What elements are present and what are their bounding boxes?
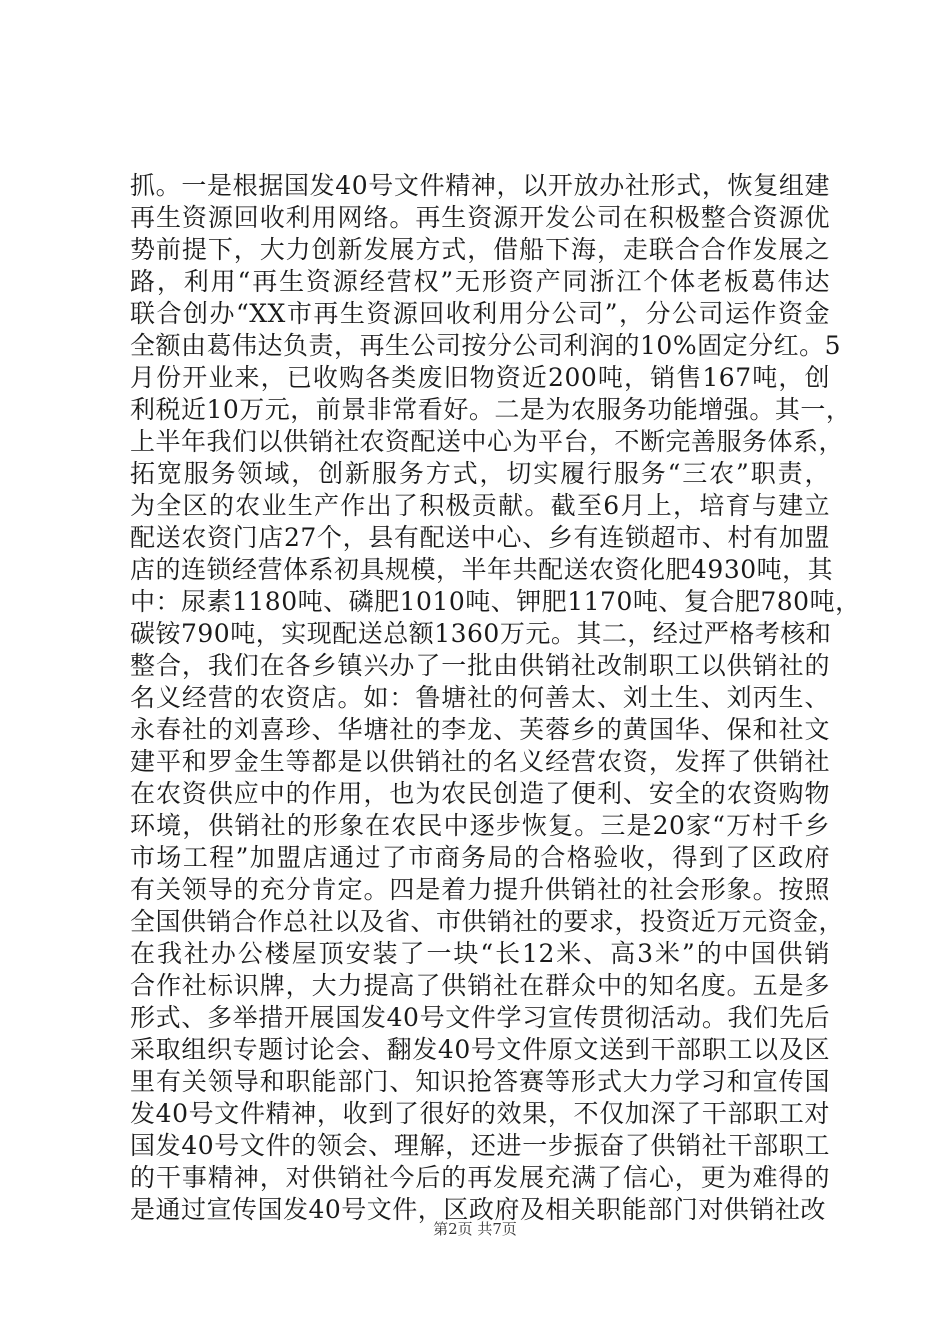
text-line: 中：尿素1180吨、磷肥1010吨、钾肥1170吨、复合肥780吨， bbox=[130, 587, 861, 616]
text-line: 是通过宣传国发40号文件，区政府及相关职能部门对供销社改 bbox=[130, 1195, 826, 1224]
text-line: 发40号文件精神，收到了很好的效果，不仅加深了干部职工对 bbox=[130, 1099, 830, 1128]
text-line: 市场工程”加盟店通过了市商务局的合格验收，得到了区政府 bbox=[130, 843, 830, 872]
text-line: 在农资供应中的作用，也为农民创造了便利、安全的农资购物 bbox=[130, 779, 830, 808]
text-line: 为全区的农业生产作出了积极贡献。截至6月上，培育与建立 bbox=[130, 491, 830, 520]
text-line: 环境，供销社的形象在农民中逐步恢复。三是20家“万村千乡 bbox=[130, 811, 830, 840]
text-line: 名义经营的农资店。如：鲁塘社的何善太、刘土生、刘丙生、 bbox=[130, 683, 830, 712]
text-line: 拓宽服务领域，创新服务方式，切实履行服务“三农”职责， bbox=[130, 459, 830, 488]
text-line: 利税近10万元，前景非常看好。二是为农服务功能增强。其一， bbox=[130, 395, 852, 424]
text-line: 路，利用“再生资源经营权”无形资产同浙江个体老板葛伟达 bbox=[130, 267, 830, 296]
document-body bbox=[130, 170, 861, 1226]
text-line: 上半年我们以供销社农资配送中心为平台，不断完善服务体系， bbox=[130, 427, 845, 456]
text-line: 永春社的刘喜珍、华塘社的李龙、芙蓉乡的黄国华、保和社文 bbox=[130, 715, 830, 744]
text-line: 抓。一是根据国发40号文件精神，以开放办社形式，恢复组建 bbox=[130, 171, 830, 200]
text-line: 的干事精神，对供销社今后的再发展充满了信心，更为难得的 bbox=[130, 1163, 830, 1192]
text-line: 全国供销合作总社以及省、市供销社的要求，投资近万元资金， bbox=[130, 907, 845, 936]
text-line: 建平和罗金生等都是以供销社的名义经营农资，发挥了供销社 bbox=[130, 747, 830, 776]
text-line: 在我社办公楼屋顶安装了一块“长12米、高3米”的中国供销 bbox=[130, 939, 830, 968]
text-line: 势前提下，大力创新发展方式，借船下海，走联合合作发展之 bbox=[130, 235, 830, 264]
text-line: 店的连锁经营体系初具规模，半年共配送农资化肥4930吨，其 bbox=[130, 555, 834, 584]
text-line: 国发40号文件的领会、理解，还进一步振奋了供销社干部职工 bbox=[130, 1131, 830, 1160]
text-line: 整合，我们在各乡镇兴办了一批由供销社改制职工以供销社的 bbox=[130, 651, 830, 680]
page-number: 第2页 共7页 bbox=[433, 1220, 517, 1238]
text-line: 联合创办“XX市再生资源回收利用分公司”，分公司运作资金 bbox=[130, 299, 830, 328]
text-line: 全额由葛伟达负责，再生公司按分公司利润的10%固定分红。5 bbox=[130, 331, 841, 360]
text-line: 碳铵790吨，实现配送总额1360万元。其二，经过严格考核和 bbox=[130, 619, 832, 648]
text-line: 再生资源回收利用网络。再生资源开发公司在积极整合资源优 bbox=[130, 203, 830, 232]
text-line: 里有关领导和职能部门、知识抢答赛等形式大力学习和宣传国 bbox=[130, 1067, 830, 1096]
text-line: 采取组织专题讨论会、翻发40号文件原文送到干部职工以及区 bbox=[130, 1035, 830, 1064]
text-line: 配送农资门店27个，县有配送中心、乡有连锁超市、村有加盟 bbox=[130, 523, 830, 552]
text-line: 有关领导的充分肯定。四是着力提升供销社的社会形象。按照 bbox=[130, 875, 830, 904]
text-line: 合作社标识牌，大力提高了供销社在群众中的知名度。五是多 bbox=[130, 971, 830, 1000]
text-line: 月份开业来，已收购各类废旧物资近200吨，销售167吨，创 bbox=[130, 363, 830, 392]
text-line: 形式、多举措开展国发40号文件学习宣传贯彻活动。我们先后 bbox=[130, 1003, 830, 1032]
